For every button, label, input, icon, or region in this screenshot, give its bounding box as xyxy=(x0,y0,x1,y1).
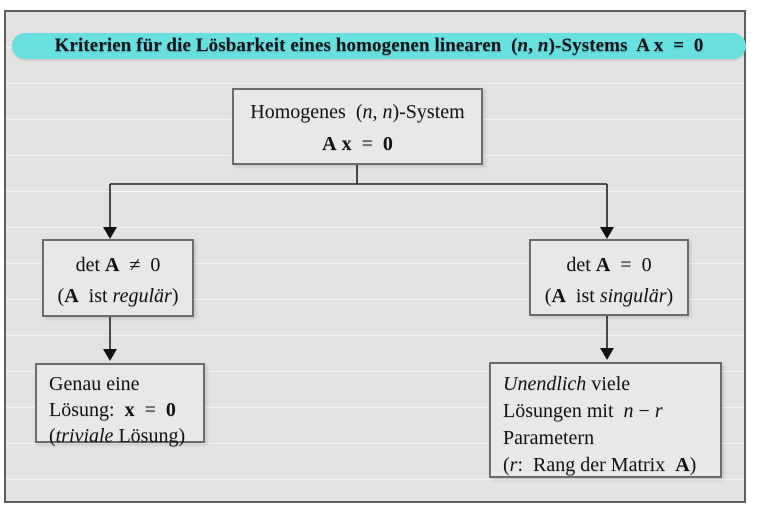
node-text-line: A x = 0 xyxy=(322,133,393,155)
node-homogeneous-system xyxy=(232,88,483,165)
node-infinite-solutions xyxy=(489,362,722,478)
node-text-line: Lösungen mit n − r xyxy=(503,400,663,422)
node-det-zero xyxy=(529,239,689,316)
node-text-line: Homogenes (n, n)-System xyxy=(250,101,465,123)
arrowhead-down-right-bottom-icon xyxy=(600,348,614,360)
node-text-line: det A = 0 xyxy=(566,254,652,276)
arrowhead-down-left-icon xyxy=(103,227,117,239)
node-text-line: Unendlich viele xyxy=(503,373,631,395)
node-text-line: Lösung: x = 0 xyxy=(49,399,176,421)
node-text-line: (A ist singulär) xyxy=(544,285,674,307)
node-text-line: (r: Rang der Matrix A) xyxy=(503,454,697,476)
node-text-line: det A ≠ 0 xyxy=(75,254,161,276)
node-text-line: (A ist regulär) xyxy=(57,285,179,307)
title-banner xyxy=(12,33,746,59)
node-text-line: Parametern xyxy=(503,427,595,449)
node-unique-solution xyxy=(35,363,205,447)
node-text-line: (triviale Lösung) xyxy=(49,425,186,447)
node-det-nonzero xyxy=(42,239,194,317)
node-text-line: Genau eine xyxy=(49,373,140,395)
arrowhead-down-left-bottom-icon xyxy=(103,349,117,361)
diagram-title: Kriterien für die Lösbarkeit eines homogenen linearen (n, n)-Systems A x = 0 xyxy=(54,35,704,56)
arrowhead-down-right-icon xyxy=(600,227,614,239)
